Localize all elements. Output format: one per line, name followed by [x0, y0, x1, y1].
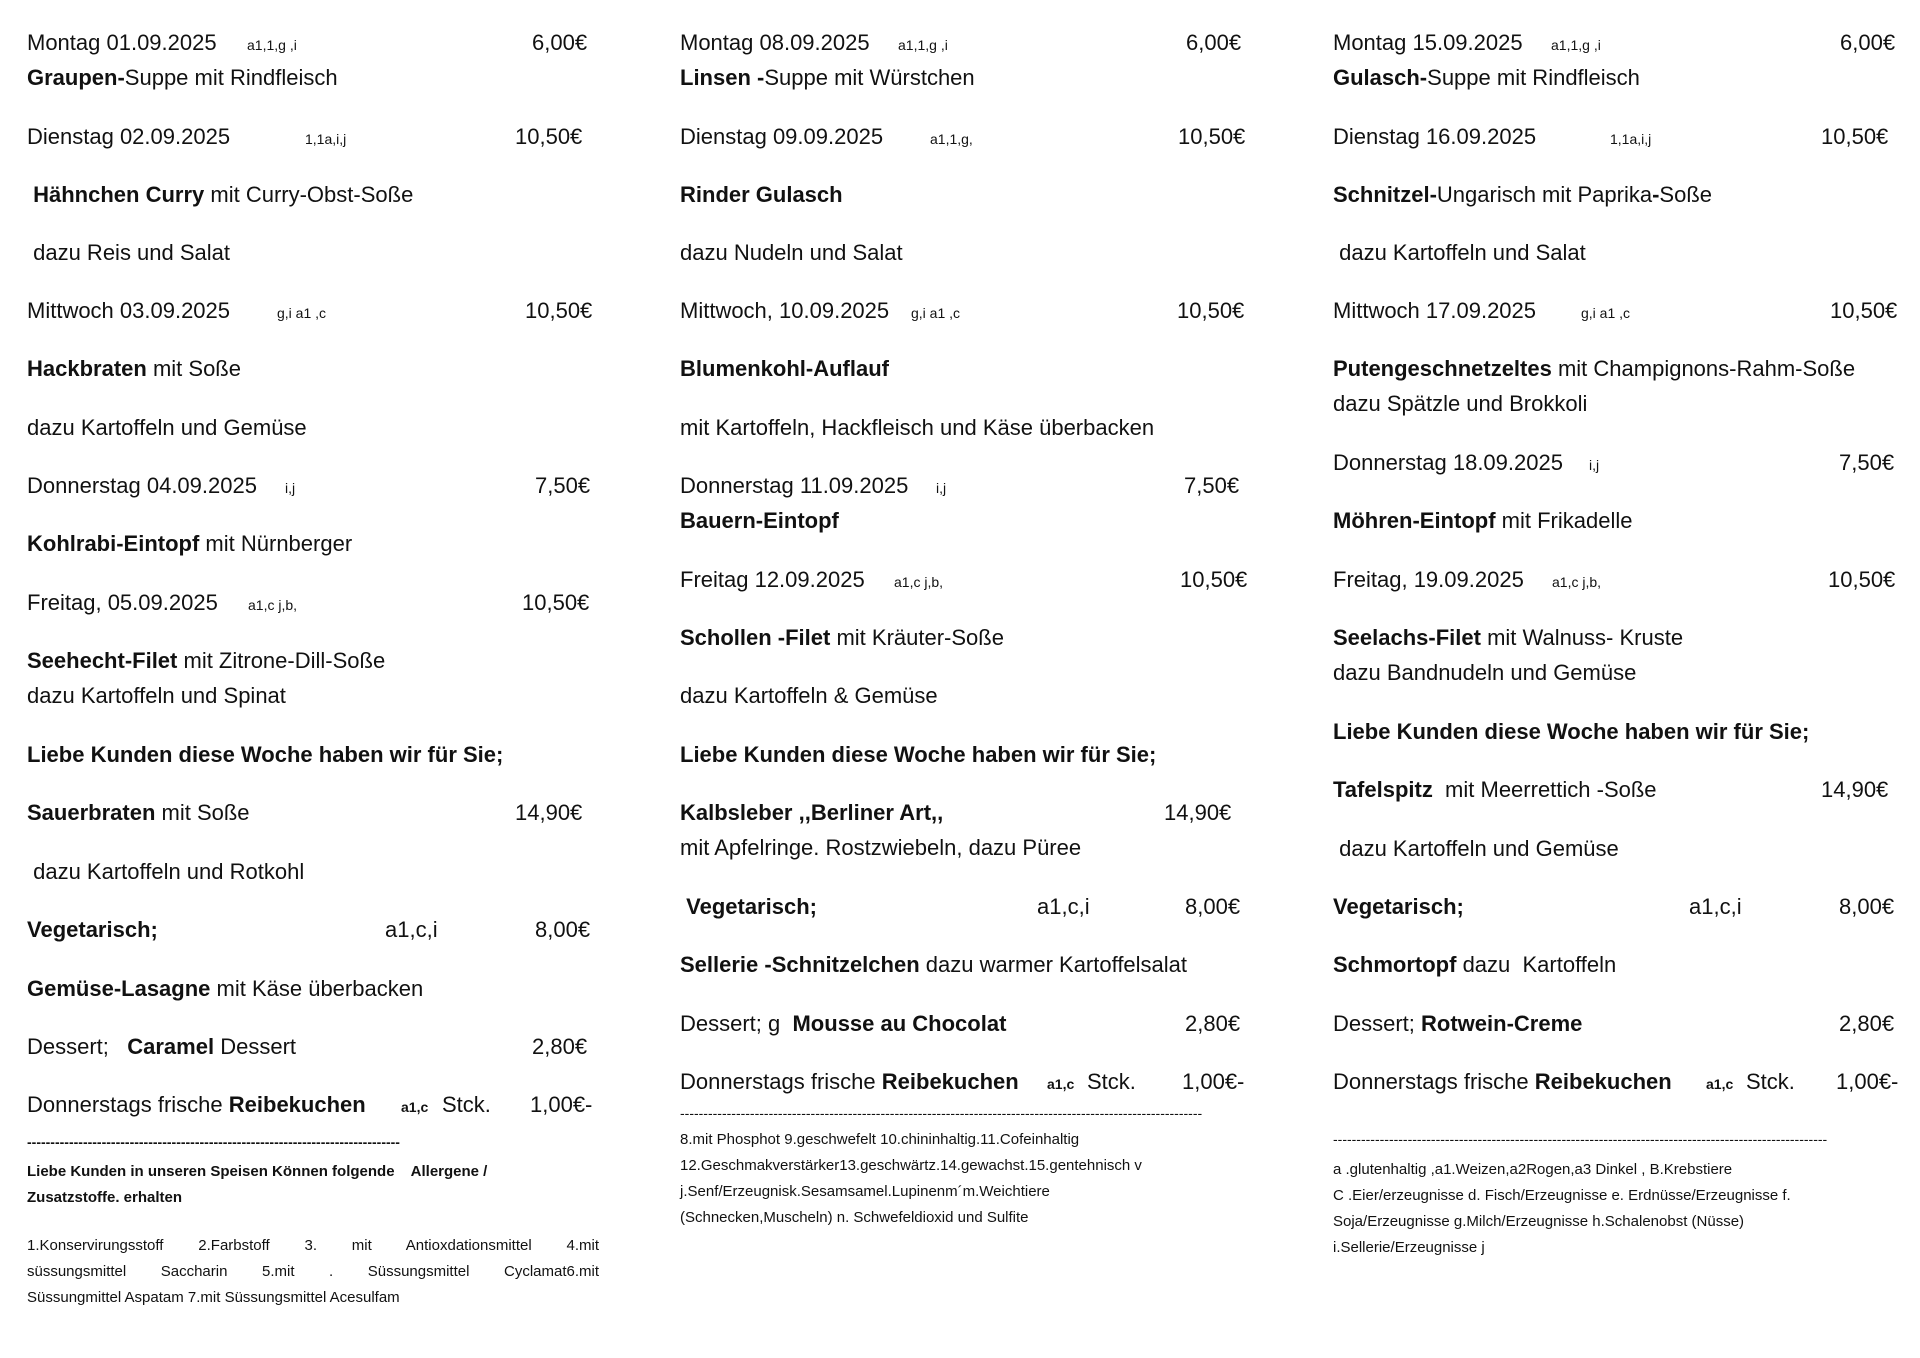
allergen-code: i,j	[285, 480, 296, 496]
dish-name: Kalbsleber ,,Berliner Art,,	[680, 800, 944, 825]
day-heading	[680, 296, 889, 326]
allergen-note	[680, 1205, 1240, 1231]
dish-name: Liebe Kunden diese Woche haben wir für Sie;	[1333, 719, 1810, 744]
dish-name: Reibekuchen	[881, 1069, 1019, 1094]
dish-text: mit Apfelringe. Rostzwiebeln, dazu Püree	[680, 835, 1082, 860]
menu-line	[680, 506, 839, 536]
dish-text: Dessert; g	[680, 1011, 793, 1036]
menu-line	[27, 915, 158, 945]
menu-line	[27, 63, 338, 93]
menu-line	[680, 833, 1081, 863]
dish-name: Rotwein-Creme	[1421, 1011, 1583, 1036]
dish-text: Ungarisch mit Paprika	[1436, 182, 1653, 207]
dish-text: mit Soße	[146, 356, 241, 381]
price: 6,00€	[1840, 30, 1896, 55]
dish-text: mit Soße	[155, 800, 250, 825]
price: 10,50€	[525, 298, 593, 323]
menu-line	[680, 413, 1154, 443]
menu-line	[1333, 892, 1464, 922]
menu-line	[680, 892, 817, 922]
menu-line	[1333, 180, 1712, 210]
menu-line	[27, 180, 413, 210]
dish-name: Rinder Gulasch	[680, 182, 843, 207]
menu-line	[1333, 506, 1632, 536]
menu-line	[1333, 623, 1683, 653]
menu-line	[27, 646, 385, 676]
menu-line	[680, 950, 1187, 980]
menu-line	[680, 180, 843, 210]
menu-line	[680, 1067, 1019, 1097]
week-column-2	[680, 0, 1300, 1358]
menu-line	[680, 63, 975, 93]
menu-line	[1333, 63, 1640, 93]
price: 7,50€	[1839, 450, 1895, 475]
dish-text: dazu Nudeln und Salat	[680, 240, 903, 265]
dish-name: Möhren-Eintopf	[1333, 508, 1496, 533]
allergen-note	[1333, 1157, 1893, 1183]
price: 10,50€	[1180, 567, 1248, 592]
dish-text: mit Meerrettich -Soße	[1432, 777, 1657, 802]
allergen-code: a1,1,g ,i	[898, 37, 948, 53]
dish-name: Schollen -Filet	[680, 625, 831, 650]
price: 10,50€	[1177, 298, 1245, 323]
dish-name: Bauern-Eintopf	[680, 508, 839, 533]
menu-line	[1333, 238, 1586, 268]
allergen-note	[1333, 1235, 1893, 1261]
dish-name: Liebe Kunden diese Woche haben wir für Sie;	[27, 742, 504, 767]
day-heading	[27, 122, 230, 152]
dish-name: Caramel	[127, 1034, 215, 1059]
week-column-1	[27, 0, 647, 1358]
dish-name: Schnitzel-	[1333, 182, 1437, 207]
menu-line	[680, 1009, 1006, 1039]
allergen-note-text: Liebe Kunden in unseren Speisen Können folgende Allergene /	[27, 1163, 488, 1180]
price: 10,50€	[515, 124, 583, 149]
price: 6,00€	[532, 30, 588, 55]
menu-line	[27, 974, 423, 1004]
menu-line	[27, 238, 230, 268]
dish-text: Soße	[1659, 182, 1713, 207]
allergen-code: a1,1,g,	[930, 131, 973, 147]
day-heading	[27, 28, 217, 58]
allergen-note	[680, 1179, 1240, 1205]
dish-text: Donnerstags frische	[1333, 1069, 1535, 1094]
dish-name: Sauerbraten	[27, 800, 156, 825]
menu-line	[1333, 834, 1619, 864]
menu-line	[27, 413, 307, 443]
allergen-note	[680, 1153, 1240, 1179]
allergen-note	[1333, 1183, 1893, 1209]
menu-line	[1333, 354, 1855, 384]
allergen-note	[680, 1127, 1240, 1153]
dish-name: Schmortopf	[1333, 952, 1457, 977]
price: 10,50€	[522, 590, 590, 615]
dish-name: Vegetarisch;	[27, 917, 158, 942]
day-heading	[27, 471, 257, 501]
allergen-code: a1,1,g ,i	[247, 37, 297, 53]
dish-text: Suppe mit Rindfleisch	[124, 65, 338, 90]
menu-line	[680, 681, 938, 711]
menu-line	[680, 238, 903, 268]
day-date: Donnerstag 18.09.2025	[1333, 450, 1563, 475]
price: 2,80€	[532, 1034, 588, 1059]
allergen-note-text: süssungsmittel Saccharin 5.mit . Süssungsmittel Cyclamat6.mit	[27, 1263, 599, 1280]
dish-name: Vegetarisch;	[686, 894, 817, 919]
price: 1,00€-	[530, 1092, 593, 1117]
dish-name: Seelachs-Filet	[1333, 625, 1481, 650]
allergen-code: i,j	[936, 480, 947, 496]
menu-line	[27, 798, 250, 828]
allergen-note-text: 12.Geschmakverstärker13.geschwärtz.14.gewachst.15.gentehnisch v	[680, 1157, 1142, 1174]
dish-text: Donnerstags frische	[27, 1092, 229, 1117]
menu-line	[680, 798, 943, 828]
allergen-note-text: Süssungmittel Aspatam 7.mit Süssungsmittel Acesulfam	[27, 1289, 400, 1306]
day-date: Freitag 12.09.2025	[680, 567, 865, 592]
dish-name: Putengeschnetzeltes	[1333, 356, 1552, 381]
menu-line	[27, 681, 286, 711]
dish-text: Donnerstags frische	[680, 1069, 882, 1094]
dish-text: mit Kartoffeln, Hackfleisch und Käse überbacken	[680, 415, 1155, 440]
dish-name: Graupen-	[27, 65, 125, 90]
dish-text: Dessert;	[27, 1034, 128, 1059]
price: 1,00€-	[1182, 1069, 1245, 1094]
day-date: Mittwoch, 10.09.2025	[680, 298, 890, 323]
menu-line	[27, 1032, 296, 1062]
price: 7,50€	[1184, 473, 1240, 498]
dish-name: Reibekuchen	[228, 1092, 366, 1117]
dish-text: mit Zitrone-Dill-Soße	[177, 648, 386, 673]
allergen-code: a1,c j,b,	[248, 597, 298, 613]
dish-text: Dessert;	[1333, 1011, 1422, 1036]
dish-name: Gemüse-Lasagne	[27, 976, 211, 1001]
dish-text: mit Curry-Obst-Soße	[204, 182, 414, 207]
allergen-note-text: Soja/Erzeugnisse g.Milch/Erzeugnisse h.Schalenobst (Nüsse)	[1333, 1213, 1745, 1230]
dish-text: mit Walnuss- Kruste	[1480, 625, 1684, 650]
dish-name: Hackbraten	[27, 356, 147, 381]
divider-line: ----------------------------------------------------------------------------------------------------------	[1333, 1131, 1828, 1147]
price: 7,50€	[535, 473, 591, 498]
menu-line	[27, 857, 304, 887]
price: 2,80€	[1839, 1011, 1895, 1036]
allergen-note	[27, 1233, 599, 1259]
dish-name: Linsen -	[680, 65, 765, 90]
price: 6,00€	[1186, 30, 1242, 55]
dish-name: -	[1652, 182, 1660, 207]
dish-text: dazu Kartoffeln und Rotkohl	[27, 859, 305, 884]
allergen-code: a1,c	[1047, 1076, 1075, 1092]
dish-text: mit Frikadelle	[1495, 508, 1633, 533]
allergen-note	[27, 1259, 599, 1285]
price: 2,80€	[1185, 1011, 1241, 1036]
day-date: Dienstag 16.09.2025	[1333, 124, 1537, 149]
price: 8,00€	[1839, 894, 1895, 919]
divider-line: --------------------------------------------------------------------------------	[27, 1134, 400, 1150]
allergen-note	[27, 1185, 599, 1211]
day-date: Montag 01.09.2025	[27, 30, 217, 55]
dish-text: dazu Bandnudeln und Gemüse	[1333, 660, 1637, 685]
allergen-note	[1333, 1209, 1893, 1235]
unit-label: Stck.	[442, 1092, 491, 1117]
dish-text: Suppe mit Rindfleisch	[1427, 65, 1640, 90]
price: 10,50€	[1821, 124, 1889, 149]
day-heading	[680, 565, 865, 595]
dish-text: dazu Kartoffeln und Salat	[1333, 240, 1586, 265]
day-date: Freitag, 05.09.2025	[27, 590, 218, 615]
dish-text: dazu Spätzle und Brokkoli	[1333, 391, 1588, 416]
dish-text: Dessert	[214, 1034, 297, 1059]
day-heading	[1333, 122, 1536, 152]
day-heading	[1333, 28, 1523, 58]
dish-name: Tafelspitz	[1333, 777, 1433, 802]
allergen-code: a1,c j,b,	[1552, 574, 1602, 590]
dish-name: Mousse au Chocolat	[792, 1011, 1007, 1036]
menu-line	[1333, 1067, 1672, 1097]
day-heading	[1333, 448, 1563, 478]
allergen-note-text: Zusatzstoffe. erhalten	[27, 1189, 183, 1206]
dish-text: Suppe mit Würstchen	[764, 65, 975, 90]
day-date: Donnerstag 04.09.2025	[27, 473, 257, 498]
price: 10,50€	[1828, 567, 1896, 592]
day-date: Montag 08.09.2025	[680, 30, 870, 55]
dish-name: Vegetarisch;	[1333, 894, 1464, 919]
dish-text: dazu Kartoffeln und Spinat	[27, 683, 286, 708]
price: 14,90€	[1821, 777, 1889, 802]
menu-line	[1333, 950, 1616, 980]
day-heading	[1333, 565, 1524, 595]
menu-line	[1333, 717, 1809, 747]
allergen-code: g,i a1 ,c	[911, 305, 961, 321]
price: 10,50€	[1178, 124, 1246, 149]
menu-line	[680, 740, 1156, 770]
allergen-code: g,i a1 ,c	[1581, 305, 1631, 321]
allergen-note-text: j.Senf/Erzeugnisk.Sesamsamel.Lupinenm´m.Weichtiere	[680, 1183, 1050, 1200]
allergen-code: 1,1a,i,j	[1610, 131, 1652, 147]
allergen-code: g,i a1 ,c	[277, 305, 327, 321]
price: 8,00€	[535, 917, 591, 942]
allergen-code: a1,c,i	[1037, 894, 1090, 919]
allergen-note-text: 1.Konservirungsstoff 2.Farbstoff 3. mit Antioxdationsmittel 4.mit	[27, 1237, 599, 1254]
price: 14,90€	[1164, 800, 1232, 825]
menu-line	[27, 740, 503, 770]
allergen-note-text: C .Eier/erzeugnisse d. Fisch/Erzeugnisse e. Erdnüsse/Erzeugnisse f.	[1333, 1187, 1791, 1204]
day-date: Mittwoch 03.09.2025	[27, 298, 231, 323]
menu-line	[1333, 775, 1657, 805]
dish-name: Hähnchen Curry	[33, 182, 205, 207]
day-date: Mittwoch 17.09.2025	[1333, 298, 1537, 323]
price: 8,00€	[1185, 894, 1241, 919]
dish-text: dazu Kartoffeln & Gemüse	[680, 683, 938, 708]
menu-line	[680, 623, 1004, 653]
day-date: Freitag, 19.09.2025	[1333, 567, 1524, 592]
allergen-note-text: a .glutenhaltig ,a1.Weizen,a2Rogen,a3 Dinkel , B.Krebstiere	[1333, 1161, 1733, 1178]
day-date: Donnerstag 11.09.2025	[680, 473, 909, 498]
allergen-code: a1,c	[1706, 1076, 1734, 1092]
day-heading	[680, 471, 908, 501]
day-heading	[27, 588, 218, 618]
divider-line: ----------------------------------------------------------------------------------------------------------------	[680, 1105, 1203, 1121]
day-heading	[680, 122, 883, 152]
price: 14,90€	[515, 800, 583, 825]
menu-line	[1333, 658, 1636, 688]
allergen-code: i,j	[1589, 457, 1600, 473]
unit-label: Stck.	[1746, 1069, 1795, 1094]
menu-line	[1333, 1009, 1582, 1039]
allergen-code: a1,c,i	[385, 917, 438, 942]
allergen-note	[27, 1159, 599, 1185]
day-date: Dienstag 09.09.2025	[680, 124, 884, 149]
dish-text: dazu Reis und Salat	[27, 240, 231, 265]
menu-line	[1333, 389, 1587, 419]
dish-name: Sellerie -Schnitzelchen	[680, 952, 920, 977]
dish-text: mit Champignons-Rahm-Soße	[1551, 356, 1856, 381]
dish-text: mit Kräuter-Soße	[830, 625, 1004, 650]
menu-line	[27, 354, 241, 384]
allergen-code: 1,1a,i,j	[305, 131, 347, 147]
dish-name: Kohlrabi-Eintopf	[27, 531, 200, 556]
dish-name: Liebe Kunden diese Woche haben wir für Sie;	[680, 742, 1157, 767]
allergen-code: a1,c	[401, 1099, 429, 1115]
unit-label: Stck.	[1087, 1069, 1136, 1094]
day-heading	[680, 28, 870, 58]
dish-text: dazu Kartoffeln und Gemüse	[1333, 836, 1619, 861]
day-heading	[1333, 296, 1536, 326]
dish-name: Reibekuchen	[1534, 1069, 1672, 1094]
dish-text: mit Käse überbacken	[210, 976, 424, 1001]
dish-text: dazu Kartoffeln	[1456, 952, 1617, 977]
price: 10,50€	[1830, 298, 1898, 323]
dish-name: Seehecht-Filet	[27, 648, 178, 673]
week-column-3	[1333, 0, 1920, 1358]
allergen-code: a1,c,i	[1689, 894, 1742, 919]
allergen-note-text: i.Sellerie/Erzeugnisse j	[1333, 1239, 1485, 1256]
day-heading	[27, 296, 230, 326]
dish-text: dazu Kartoffeln und Gemüse	[27, 415, 307, 440]
allergen-note-text: (Schnecken,Muscheln) n. Schwefeldioxid und Sulfite	[680, 1209, 1029, 1226]
allergen-note-text: 8.mit Phosphot 9.geschwefelt 10.chininhaltig.11.Cofeinhaltig	[680, 1131, 1080, 1148]
dish-name: Blumenkohl-Auflauf	[680, 356, 889, 381]
dish-name: Gulasch-	[1333, 65, 1428, 90]
dish-text: mit Nürnberger	[199, 531, 353, 556]
price: 1,00€-	[1836, 1069, 1899, 1094]
dish-text: dazu warmer Kartoffelsalat	[919, 952, 1188, 977]
menu-line	[680, 354, 889, 384]
day-date: Montag 15.09.2025	[1333, 30, 1523, 55]
allergen-code: a1,1,g ,i	[1551, 37, 1601, 53]
allergen-note	[27, 1285, 599, 1311]
allergen-code: a1,c j,b,	[894, 574, 944, 590]
menu-line	[27, 1090, 366, 1120]
day-date: Dienstag 02.09.2025	[27, 124, 231, 149]
menu-line	[27, 529, 352, 559]
